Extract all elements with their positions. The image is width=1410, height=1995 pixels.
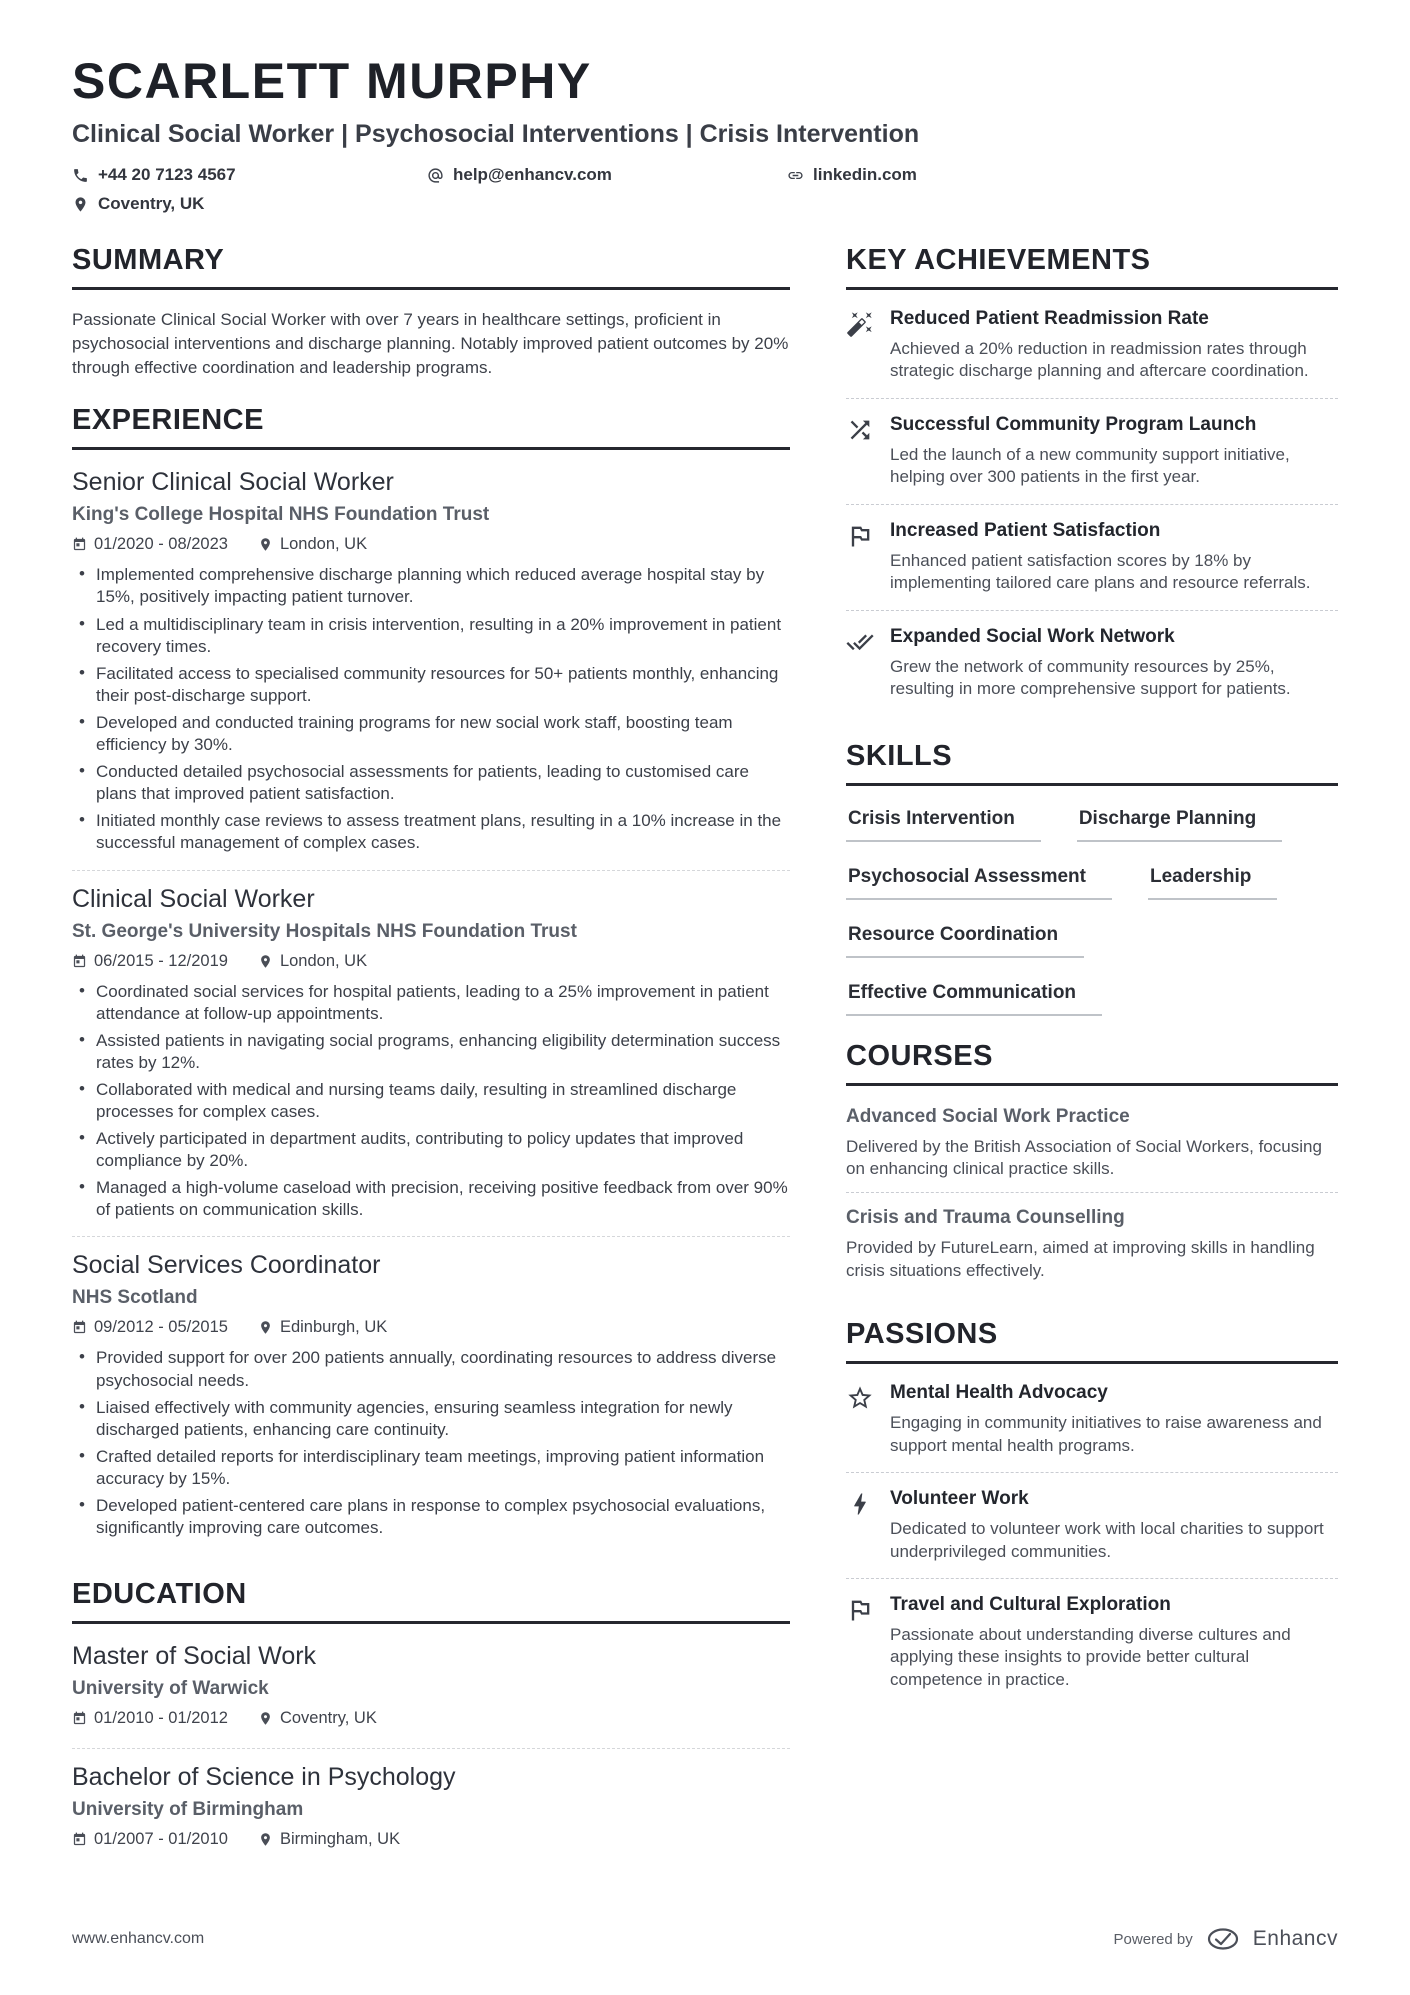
candidate-name: SCARLETT MURPHY	[72, 53, 592, 109]
magic-wand-icon	[846, 310, 874, 338]
bullet-point: • Provided support for over 200 patients annually, coordinating resources to address diverse psychosocial needs.	[72, 1347, 790, 1391]
job-company: St. George's University Hospitals NHS Foundation Trust	[72, 920, 577, 942]
achievement-text: Led the launch of a new community support initiative, helping over 300 patients in the first year.	[890, 444, 1290, 487]
location-pin-icon	[72, 196, 89, 213]
flag-icon	[846, 1596, 874, 1624]
education-location: Coventry, UK	[279, 1709, 377, 1728]
education-entry	[72, 1748, 790, 1869]
degree-title: Bachelor of Science in Psychology	[72, 1763, 456, 1792]
education-location-item	[258, 1830, 400, 1849]
linkedin-text: linkedin.com	[813, 165, 917, 184]
passion-item	[846, 1578, 1338, 1706]
passion-item	[846, 1376, 1338, 1472]
passions-section	[846, 1318, 1338, 1706]
bullet-point: • Actively participated in department audits, contributing to policy updates that improved compliance by 20%.	[72, 1128, 790, 1172]
job-location-item	[258, 1318, 387, 1337]
achievement-item	[846, 610, 1338, 716]
achievement-item	[846, 504, 1338, 610]
star-icon	[846, 1384, 874, 1412]
bullet-point: • Developed patient-centered care plans in response to complex psychosocial evaluations, significantly improving care outcomes.	[72, 1495, 790, 1539]
job-meta	[72, 535, 790, 554]
powered-by-label: Powered by	[1113, 1930, 1193, 1948]
job-title: Clinical Social Worker	[72, 884, 315, 913]
shuffle-arrows-icon	[846, 416, 874, 444]
flag-icon	[846, 522, 874, 550]
course-text: Provided by FutureLearn, aimed at improving skills in handling crisis situations effectively.	[846, 1238, 1315, 1280]
job-title: Senior Clinical Social Worker	[72, 468, 394, 497]
skill-item: Resource Coordination	[846, 924, 1084, 958]
job-location: Edinburgh, UK	[279, 1318, 388, 1337]
summary-heading: SUMMARY	[72, 244, 790, 290]
achievement-text: Enhanced patient satisfaction scores by 18% by implementing tailored care plans and resource referrals.	[890, 550, 1311, 593]
job-location: London, UK	[279, 535, 368, 554]
achievement-title: Successful Community Program Launch	[890, 413, 1257, 435]
job-location-item	[258, 535, 367, 554]
experience-entry	[72, 462, 790, 869]
calendar-icon	[72, 954, 87, 969]
bullet-point: • Initiated monthly case reviews to assess treatment plans, resulting in a 10% increase in the successful management of complex cases.	[72, 810, 790, 854]
education-meta	[72, 1830, 790, 1849]
school-name: University of Warwick	[72, 1678, 269, 1700]
job-dates: 09/2012 - 05/2015	[94, 1318, 228, 1337]
education-section	[72, 1578, 790, 1869]
skill-item: Leadership	[1148, 866, 1277, 900]
job-dates: 01/2020 - 08/2023	[94, 535, 228, 554]
job-bullets	[72, 1347, 790, 1539]
page-footer	[72, 1927, 1338, 1951]
achievement-content	[890, 626, 1338, 701]
experience-heading: EXPERIENCE	[72, 404, 790, 450]
achievement-title: Increased Patient Satisfaction	[890, 519, 1161, 541]
location-item	[72, 194, 427, 214]
skills-section	[846, 740, 1338, 1016]
bullet-point: • Conducted detailed psychosocial assessments for patients, leading to customised care plans that improved patient satisfaction.	[72, 761, 790, 805]
skill-item: Effective Communication	[846, 982, 1102, 1016]
skill-item: Psychosocial Assessment	[846, 866, 1112, 900]
summary-text: Passionate Clinical Social Worker with over 7 years in healthcare settings, proficient in psychosocial interventions and discharge planning. Notably improved patient outcomes by 20% through effective coordination and leadership programs.	[72, 310, 789, 378]
powered-by	[1114, 1927, 1338, 1951]
skills-list	[846, 798, 1338, 1016]
email-address: help@enhancv.com	[453, 165, 612, 184]
double-check-icon	[846, 628, 874, 656]
passion-content	[890, 1382, 1338, 1457]
experience-section	[72, 404, 790, 1554]
job-bullets	[72, 981, 790, 1222]
at-icon	[427, 167, 444, 184]
job-location: London, UK	[279, 951, 368, 970]
calendar-icon	[72, 1711, 87, 1726]
bullet-point: • Managed a high-volume caseload with precision, receiving positive feedback from over 90% of patients on communication skills.	[72, 1177, 790, 1221]
passion-title: Mental Health Advocacy	[890, 1382, 1108, 1404]
phone-number: +44 20 7123 4567	[98, 165, 236, 184]
course-item	[846, 1192, 1338, 1294]
passion-text: Engaging in community initiatives to raise awareness and support mental health programs.	[890, 1413, 1322, 1455]
job-meta	[72, 952, 790, 971]
phone-link[interactable]	[72, 165, 427, 185]
job-dates-item	[72, 952, 228, 971]
job-bullets	[72, 564, 790, 854]
education-dates-item	[72, 1709, 228, 1728]
bullet-point: • Developed and conducted training programs for new social work staff, boosting team efficiency by 30%.	[72, 712, 790, 756]
passion-title: Volunteer Work	[890, 1488, 1029, 1510]
job-location-item	[258, 952, 367, 971]
passion-text: Dedicated to volunteer work with local charities to support underprivileged communities.	[890, 1519, 1324, 1561]
courses-heading: COURSES	[846, 1040, 1338, 1086]
education-heading: EDUCATION	[72, 1578, 790, 1624]
linkedin-link[interactable]	[787, 165, 1338, 185]
education-dates-item	[72, 1830, 228, 1849]
passion-content	[890, 1488, 1338, 1563]
bullet-point: • Led a multidisciplinary team in crisis intervention, resulting in a 20% improvement in patient recovery times.	[72, 614, 790, 658]
lightning-bolt-icon	[846, 1490, 874, 1518]
achievement-content	[890, 520, 1338, 595]
course-title: Advanced Social Work Practice	[846, 1105, 1130, 1127]
website-link[interactable]: www.enhancv.com	[72, 1930, 205, 1947]
achievement-title: Expanded Social Work Network	[890, 625, 1175, 647]
experience-entry	[72, 1236, 790, 1554]
calendar-icon	[72, 1320, 87, 1335]
achievement-title: Reduced Patient Readmission Rate	[890, 308, 1209, 329]
link-icon	[787, 167, 804, 184]
bullet-point: • Implemented comprehensive discharge planning which reduced average hospital stay by 15%, positively impacting patient turnover.	[72, 564, 790, 608]
achievement-item	[846, 302, 1338, 398]
achievement-content	[890, 308, 1338, 383]
achievements-section	[846, 244, 1338, 716]
job-meta	[72, 1318, 790, 1337]
location-pin-icon	[258, 1832, 273, 1847]
bullet-point: • Collaborated with medical and nursing teams daily, resulting in streamlined discharge processes for complex cases.	[72, 1079, 790, 1123]
achievement-text: Grew the network of community resources by 25%, resulting in more comprehensive support for patients.	[890, 656, 1291, 699]
right-column	[846, 244, 1338, 1893]
skills-heading: SKILLS	[846, 740, 1338, 786]
bullet-point: • Facilitated access to specialised community resources for 50+ patients monthly, enhancing their post-discharge support.	[72, 663, 790, 707]
bullet-point: • Crafted detailed reports for interdisciplinary team meetings, improving patient information accuracy by 15%.	[72, 1446, 790, 1490]
enhancv-logo-icon[interactable]	[1205, 1927, 1241, 1951]
contact-row	[72, 165, 1338, 214]
achievement-item	[846, 398, 1338, 504]
education-dates: 01/2007 - 01/2010	[94, 1830, 228, 1849]
job-title: Social Services Coordinator	[72, 1251, 381, 1280]
email-link[interactable]	[427, 165, 787, 185]
bullet-point: • Coordinated social services for hospital patients, leading to a 25% improvement in patient attendance at follow-up appointments.	[72, 981, 790, 1025]
school-name: University of Birmingham	[72, 1799, 304, 1821]
summary-section	[72, 244, 790, 380]
skill-item: Discharge Planning	[1077, 808, 1282, 842]
passions-heading: PASSIONS	[846, 1318, 1338, 1364]
enhancv-brand-name[interactable]: Enhancv	[1252, 1927, 1338, 1950]
passion-item	[846, 1472, 1338, 1578]
location-pin-icon	[258, 1711, 273, 1726]
course-text: Delivered by the British Association of Social Workers, focusing on enhancing clinical practice skills.	[846, 1136, 1322, 1178]
location-pin-icon	[258, 954, 273, 969]
job-dates-item	[72, 1318, 228, 1337]
location-pin-icon	[258, 1320, 273, 1335]
location-text: Coventry, UK	[98, 194, 205, 213]
calendar-icon	[72, 1832, 87, 1847]
two-column-layout	[72, 244, 1338, 1893]
courses-section	[846, 1040, 1338, 1295]
education-meta	[72, 1709, 790, 1728]
education-location: Birmingham, UK	[279, 1830, 401, 1849]
education-entry	[72, 1636, 790, 1748]
job-company: King's College Hospital NHS Foundation Trust	[72, 504, 490, 526]
candidate-headline: Clinical Social Worker | Psychosocial Interventions | Crisis Intervention	[72, 120, 920, 148]
course-title: Crisis and Trauma Counselling	[846, 1207, 1125, 1229]
achievements-heading: KEY ACHIEVEMENTS	[846, 244, 1338, 290]
course-item	[846, 1098, 1338, 1193]
phone-icon	[72, 167, 89, 184]
passion-content	[890, 1594, 1338, 1691]
passion-text: Passionate about understanding diverse cultures and applying these insights to provide better cultural competence in practice.	[890, 1625, 1291, 1689]
job-dates: 06/2015 - 12/2019	[94, 951, 228, 970]
location-pin-icon	[258, 537, 273, 552]
experience-entry	[72, 870, 790, 1237]
education-dates: 01/2010 - 01/2012	[94, 1709, 228, 1728]
calendar-icon	[72, 537, 87, 552]
achievement-content	[890, 414, 1338, 489]
education-location-item	[258, 1709, 377, 1728]
job-company: NHS Scotland	[72, 1287, 198, 1309]
skill-item: Crisis Intervention	[846, 808, 1041, 842]
job-dates-item	[72, 535, 228, 554]
degree-title: Master of Social Work	[72, 1642, 317, 1671]
bullet-point: • Assisted patients in navigating social programs, enhancing eligibility determination success rates by 12%.	[72, 1030, 790, 1074]
resume-header	[72, 52, 1338, 214]
achievement-text: Achieved a 20% reduction in readmission rates through strategic discharge planning and aftercare coordination.	[890, 339, 1309, 381]
passion-title: Travel and Cultural Exploration	[890, 1594, 1171, 1615]
left-column	[72, 244, 790, 1893]
bullet-point: • Liaised effectively with community agencies, ensuring seamless integration for newly discharged patients, enhancing care continuity.	[72, 1397, 790, 1441]
